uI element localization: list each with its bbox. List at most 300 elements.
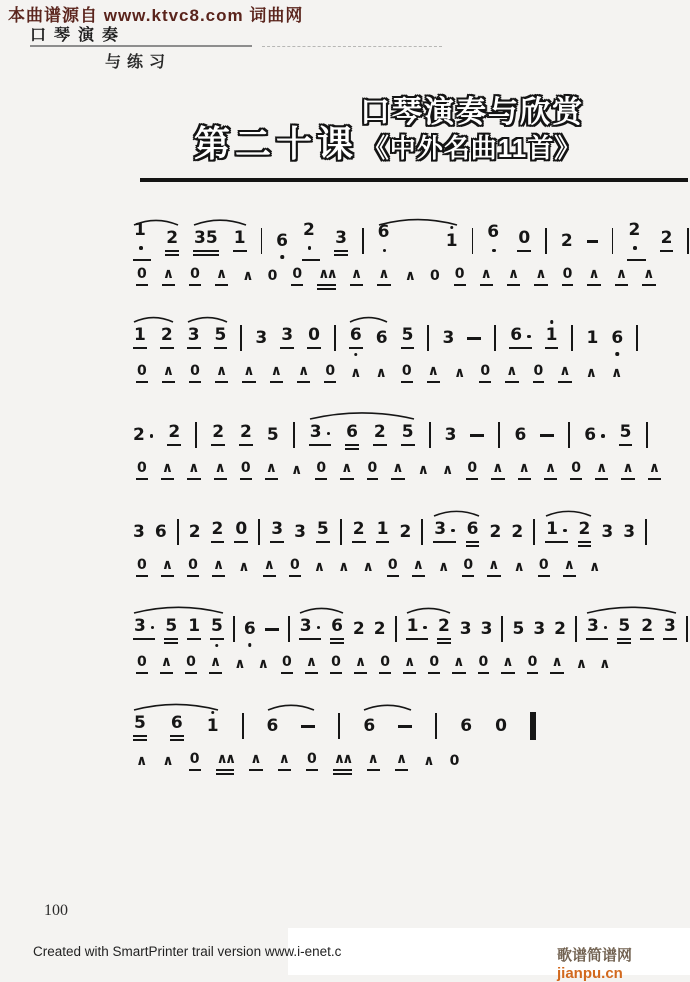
breath-mark: ∧: [136, 753, 148, 769]
breath-mark: ∧: [595, 461, 608, 480]
book-header-title: 口琴演奏: [30, 27, 127, 44]
breath-mark: 0: [136, 558, 148, 577]
note: 3: [280, 327, 294, 349]
barline: [233, 616, 235, 642]
note: 6: [460, 715, 473, 736]
breath-mark: 0: [387, 558, 399, 577]
score-system-4: [133, 517, 689, 579]
note: 5: [210, 618, 224, 640]
note: 3: [187, 327, 201, 349]
note: 6: [330, 618, 344, 640]
augmentation-dot: [633, 246, 637, 250]
second-underline: [165, 254, 179, 256]
barline: [421, 519, 423, 545]
note: 1: [187, 618, 201, 640]
breath-mark: ∧: [354, 655, 367, 674]
barline: [571, 325, 573, 351]
breath-mark: ∧: [162, 364, 175, 383]
chapter-title-line2: 《中外名曲11首》: [362, 132, 582, 163]
note: 3: [444, 424, 457, 445]
header-rule: [30, 45, 252, 47]
slur-arcs: [133, 402, 689, 421]
barline: [195, 422, 197, 448]
note: 1: [207, 718, 219, 735]
breath-mark: 0: [379, 655, 391, 674]
score-system-1: [133, 219, 689, 288]
augmentation-dot: [604, 626, 608, 630]
breath-mark: ∧: [558, 364, 571, 383]
breath-mark: ∧: [599, 656, 611, 672]
second-underline: [133, 739, 147, 741]
breath-mark: ∧: [338, 559, 350, 575]
site-name: 歌谱简谱网: [557, 947, 633, 964]
barline: [288, 616, 290, 642]
augmentation-dot: [383, 249, 387, 253]
note: 0: [234, 521, 248, 543]
breath-mark: ∧: [452, 655, 465, 674]
breath-mark: 0: [527, 655, 539, 674]
breath-mark: 0: [289, 558, 301, 577]
breath-mark: ∧: [587, 267, 600, 286]
note: 0: [517, 230, 531, 252]
breath-mark: ∧: [215, 364, 228, 383]
note: 3: [586, 618, 608, 640]
note: 5: [512, 618, 525, 639]
barline: [429, 422, 431, 448]
final-barline: [530, 712, 536, 740]
barline: [533, 519, 535, 545]
note: 2: [165, 230, 179, 252]
note: 0: [495, 715, 507, 736]
notes-row: [133, 517, 689, 547]
second-underline: [578, 545, 592, 547]
note: 3: [255, 327, 268, 348]
lesson-number-title: 第二十课: [194, 123, 359, 164]
site-watermark: [557, 944, 690, 982]
score-system-3: [133, 420, 689, 482]
note: 6: [363, 715, 376, 736]
octave-dot-below: [615, 352, 619, 356]
augmentation-dot: [492, 249, 496, 253]
note: 6: [514, 424, 527, 445]
breath-row: [133, 458, 689, 482]
chapter-title-block: [328, 94, 616, 165]
header-rule-faint: [262, 46, 442, 47]
note: 6: [487, 224, 503, 258]
breath-mark: 0: [479, 364, 491, 383]
breath-mark: ∧: [313, 559, 326, 575]
breath-mark: 0: [189, 364, 201, 383]
breath-mark: ∧: [367, 752, 380, 771]
duration-dash: [265, 628, 279, 631]
note: 3: [480, 618, 493, 639]
breath-mark: ∧: [404, 268, 416, 284]
note: 2: [133, 427, 153, 444]
duration-dash: [587, 240, 598, 243]
breath-mark: ∧: [242, 268, 254, 284]
breath-mark: ∧: [214, 461, 227, 480]
note: 1: [376, 521, 390, 543]
note: 2: [352, 618, 365, 639]
note: 3: [309, 424, 331, 446]
note: 6: [349, 327, 363, 349]
note: 3: [270, 521, 284, 543]
augmentation-dot: [601, 434, 605, 438]
breath-mark: ∧: [507, 267, 520, 286]
barline: [686, 616, 688, 642]
breath-mark: ∧: [161, 461, 174, 480]
breath-mark: ∧: [454, 365, 466, 381]
breath-mark: ∧: [238, 559, 250, 575]
breath-mark: 0: [538, 558, 550, 577]
second-underline: [333, 773, 352, 775]
augmentation-dot: [139, 246, 143, 250]
note: 2: [211, 521, 225, 543]
barline: [261, 228, 263, 254]
note: 2: [554, 618, 566, 639]
note: 2: [578, 521, 592, 543]
second-underline: [437, 642, 451, 644]
breath-mark: 0: [466, 461, 478, 480]
note: 5: [133, 715, 147, 737]
augmentation-dot: [308, 246, 312, 250]
breath-mark: ∧: [427, 364, 440, 383]
note: 3: [133, 618, 155, 640]
breath-mark: 0: [281, 655, 293, 674]
note: 2: [160, 327, 174, 349]
book-header-subtitle: 与练习: [105, 54, 172, 71]
second-underline: [466, 545, 480, 547]
breath-mark: ∧: [212, 558, 225, 577]
breath-mark: ∧: [305, 655, 318, 674]
octave-dot-above: [450, 226, 454, 230]
breath-mark: ∧: [585, 365, 597, 381]
barline: [435, 713, 437, 739]
breath-mark: ∧: [391, 461, 404, 480]
breath-mark: ∧: [563, 558, 576, 577]
note: 1: [133, 222, 151, 261]
note: 2: [399, 521, 412, 542]
barline: [568, 422, 570, 448]
breath-mark: ∧: [350, 365, 362, 381]
breath-mark: ∧: [350, 267, 363, 286]
barline: [362, 228, 364, 254]
note: 6: [466, 521, 480, 543]
note: 2: [167, 424, 181, 446]
breath-mark: ∧: [513, 559, 525, 575]
breath-mark: 0: [454, 267, 466, 286]
notes-row: [133, 420, 689, 450]
breath-mark: ∧: [491, 461, 504, 480]
barline: [258, 519, 260, 545]
breath-mark: ∧: [375, 365, 387, 381]
note: 6: [584, 427, 604, 444]
note: 5: [401, 424, 415, 446]
note: 6: [154, 521, 167, 542]
note: 2: [352, 521, 366, 543]
breath-mark: ∧: [442, 462, 454, 478]
breath-mark: ∧: [161, 558, 174, 577]
note: 5: [266, 424, 279, 445]
source-watermark: 本曲谱源自 www.ktvc8.com 词曲网: [8, 6, 304, 25]
site-link[interactable]: jianpu.cn: [557, 965, 623, 982]
duration-dash: [398, 725, 412, 728]
second-underline: [216, 773, 235, 775]
breath-mark: ∧∧: [216, 752, 235, 771]
note: 5: [617, 618, 631, 640]
breath-mark: ∧: [648, 461, 661, 480]
note: 3: [663, 618, 677, 640]
note: 1: [446, 233, 458, 250]
note: 1: [545, 327, 559, 349]
breath-mark: 0: [136, 655, 148, 674]
breath-mark: ∧: [162, 267, 175, 286]
breath-mark: 0: [428, 655, 440, 674]
breath-mark: 0: [462, 558, 474, 577]
note: 0: [307, 327, 321, 349]
note: 6: [266, 715, 279, 736]
note: 6: [244, 621, 256, 638]
breath-mark: ∧: [362, 559, 374, 575]
breath-mark: ∧: [270, 364, 283, 383]
breath-mark: ∧∧: [317, 267, 336, 286]
note: 6: [276, 233, 288, 250]
note: 1: [406, 618, 428, 640]
second-underline: [617, 642, 631, 644]
breath-mark: ∧: [642, 267, 655, 286]
augmentation-dot: [327, 432, 331, 436]
breath-mark: ∧: [412, 558, 425, 577]
note: 1: [586, 327, 599, 348]
breath-mark: ∧: [242, 364, 255, 383]
second-underline: [330, 642, 344, 644]
augmentation-dot: [563, 529, 567, 533]
note: 5: [164, 618, 178, 640]
note: 1: [545, 521, 567, 543]
slur-arcs: [133, 693, 689, 712]
breath-mark: 0: [291, 267, 303, 286]
barline: [427, 325, 429, 351]
breath-mark: ∧: [257, 656, 269, 672]
second-underline: [345, 448, 359, 450]
breath-mark: 0: [367, 461, 379, 480]
barline: [498, 422, 500, 448]
barline: [293, 422, 295, 448]
augmentation-dot: [527, 335, 531, 339]
breath-mark: ∧: [187, 461, 200, 480]
breath-mark: ∧: [417, 462, 429, 478]
barline: [636, 325, 638, 351]
breath-mark: 0: [330, 655, 342, 674]
breath-row: [133, 652, 689, 676]
note: 2: [560, 230, 573, 251]
breath-mark: 0: [185, 655, 197, 674]
slur-arcs: [133, 499, 689, 518]
score-system-2: [133, 323, 689, 385]
breath-mark: 0: [189, 752, 201, 771]
notes-row: [133, 323, 689, 353]
note: 35: [193, 230, 219, 252]
breath-mark: ∧: [162, 753, 174, 769]
barline: [645, 519, 647, 545]
breath-mark: ∧: [160, 655, 173, 674]
octave-dot-above: [550, 320, 554, 324]
breath-mark: ∧: [249, 752, 262, 771]
breath-mark: 0: [449, 753, 460, 769]
breath-mark: ∧: [611, 365, 623, 381]
breath-mark: 0: [315, 461, 327, 480]
breath-mark: 0: [324, 364, 336, 383]
note: 3: [442, 327, 455, 348]
note: 1: [133, 327, 147, 349]
note: 6: [375, 327, 388, 348]
duration-dash: [540, 434, 554, 437]
augmentation-dot: [423, 626, 427, 630]
note: 3: [433, 521, 455, 543]
breath-mark: ∧: [278, 752, 291, 771]
breath-mark: ∧: [215, 267, 228, 286]
note: 3: [133, 521, 145, 542]
augmentation-dot: [151, 626, 155, 630]
second-underline: [170, 739, 184, 741]
breath-mark: 0: [306, 752, 318, 771]
note: 2: [437, 618, 451, 640]
breath-mark: 0: [401, 364, 413, 383]
note: 2: [640, 618, 654, 640]
second-underline: [317, 288, 336, 290]
breath-mark: 0: [187, 558, 199, 577]
breath-mark: ∧: [265, 461, 278, 480]
breath-mark: ∧: [340, 461, 353, 480]
breath-mark: ∧: [234, 656, 246, 672]
breath-mark: 0: [136, 461, 148, 480]
note: 5: [316, 521, 330, 543]
breath-mark: ∧: [544, 461, 557, 480]
note: 2: [489, 521, 502, 542]
barline: [340, 519, 342, 545]
breath-mark: 0: [136, 267, 148, 286]
note: 2: [188, 521, 201, 542]
smartprinter-watermark: Created with SmartPrinter trail version www.i-enet.c: [33, 944, 342, 959]
breath-mark: ∧: [209, 655, 222, 674]
breath-mark: ∧: [615, 267, 628, 286]
augmentation-dot: [317, 626, 321, 630]
duration-dash: [301, 725, 315, 728]
breath-mark: ∧: [403, 655, 416, 674]
title-divider-rule: [140, 178, 688, 182]
note: 1: [233, 230, 247, 252]
note: 3: [623, 521, 636, 542]
barline: [545, 228, 547, 254]
breath-mark: ∧: [297, 364, 310, 383]
note: 3: [601, 521, 614, 542]
octave-dot-below: [215, 644, 219, 648]
barline: [334, 325, 336, 351]
chapter-title-line1: 口琴演奏与欣赏: [360, 96, 584, 129]
breath-mark: ∧: [480, 267, 493, 286]
note: 2: [302, 222, 320, 261]
breath-mark: ∧∧: [333, 752, 352, 771]
notes-row: [133, 219, 689, 256]
octave-dot-below: [248, 643, 252, 647]
note: 5: [619, 424, 633, 446]
breath-mark: 0: [570, 461, 582, 480]
slur-arcs: [133, 305, 689, 324]
breath-row: [133, 361, 689, 385]
breath-mark: 0: [267, 268, 278, 284]
barline: [575, 616, 577, 642]
notes-row: [133, 711, 689, 741]
duration-dash: [470, 434, 484, 437]
note: 6: [378, 224, 394, 258]
breath-row: [133, 749, 689, 773]
octave-dot-above: [211, 711, 215, 715]
barline: [395, 616, 397, 642]
augmentation-dot: [451, 529, 455, 533]
barline: [240, 325, 242, 351]
breath-row: [133, 555, 689, 579]
note: 6: [611, 330, 623, 347]
breath-mark: 0: [136, 364, 148, 383]
note: 2: [373, 424, 387, 446]
barline: [472, 228, 474, 254]
octave-dot-below: [280, 255, 284, 259]
breath-mark: ∧: [505, 364, 518, 383]
breath-mark: ∧: [518, 461, 531, 480]
note: 5: [214, 327, 228, 349]
breath-mark: ∧: [534, 267, 547, 286]
note: 2: [373, 618, 386, 639]
note: 6: [345, 424, 359, 446]
note: 5: [401, 327, 415, 349]
breath-mark: 0: [478, 655, 490, 674]
duration-dash: [467, 337, 481, 340]
breath-mark: ∧: [377, 267, 390, 286]
breath-row: [133, 264, 689, 288]
barline: [646, 422, 648, 448]
breath-mark: ∧: [438, 559, 450, 575]
breath-mark: ∧: [575, 656, 588, 672]
barline: [338, 713, 340, 739]
note: 2: [211, 424, 225, 446]
breath-mark: ∧: [550, 655, 563, 674]
breath-mark: 0: [189, 267, 201, 286]
score-system-5: [133, 614, 689, 676]
breath-mark: ∧: [395, 752, 408, 771]
slur-arcs: [133, 208, 689, 227]
slur-arcs: [133, 596, 689, 615]
octave-dot-below: [354, 353, 358, 357]
breath-mark: ∧: [621, 461, 634, 480]
barline: [494, 325, 496, 351]
note: 6: [509, 327, 531, 349]
note: 3: [294, 521, 306, 542]
barline: [177, 519, 179, 545]
augmentation-dot: [150, 434, 154, 438]
barline: [612, 228, 614, 254]
notes-row: [133, 614, 689, 644]
breath-mark: 0: [240, 461, 252, 480]
note: 2: [660, 230, 674, 252]
second-underline: [164, 642, 178, 644]
breath-mark: 0: [562, 267, 574, 286]
jianpu-score: [133, 219, 689, 808]
breath-mark: ∧: [589, 559, 601, 575]
note: 3: [459, 618, 472, 639]
breath-mark: 0: [533, 364, 545, 383]
note: 2: [511, 521, 524, 542]
page-number: 100: [44, 902, 68, 919]
